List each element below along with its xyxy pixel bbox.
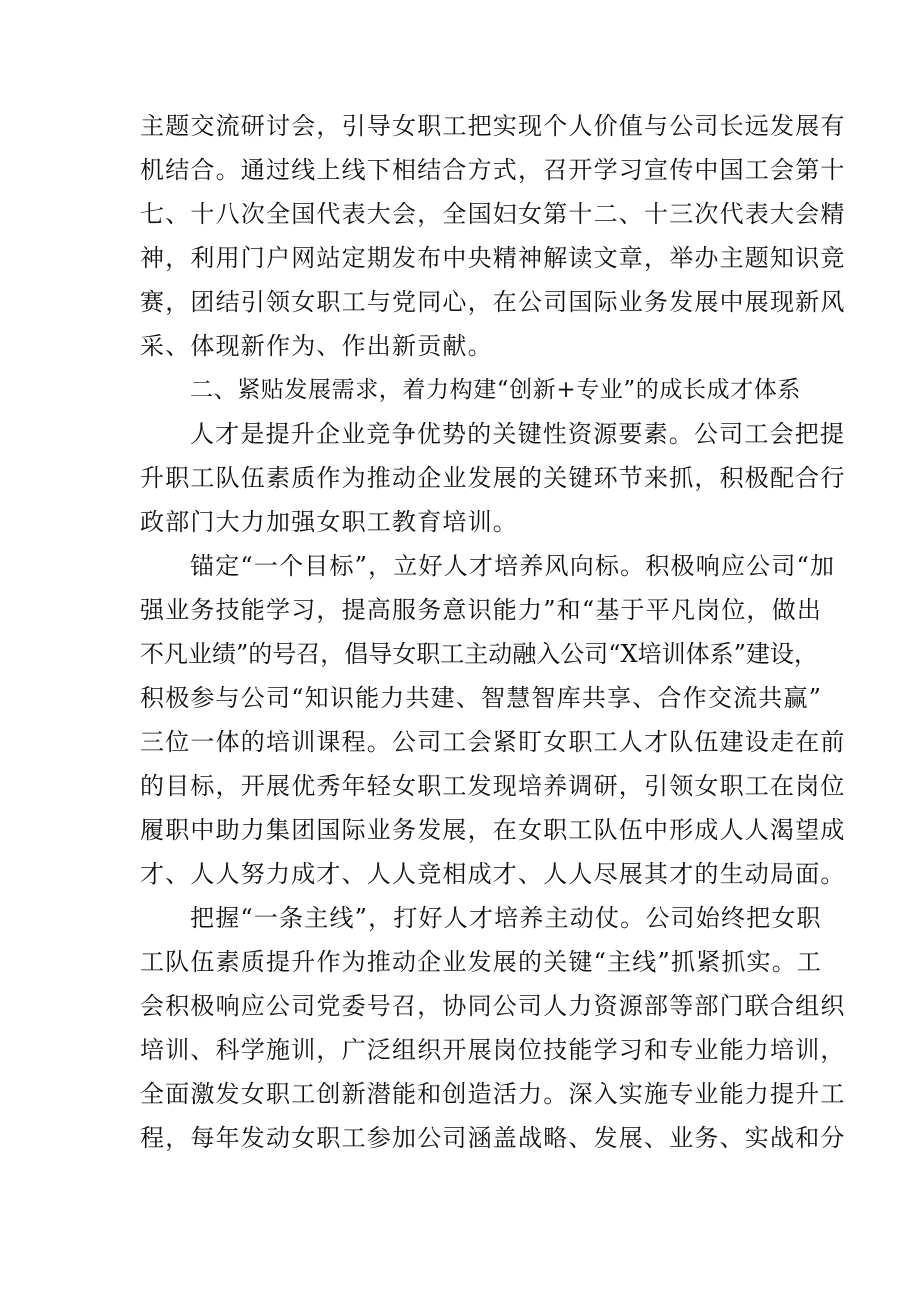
paragraph-line: 全面激发女职工创新潜能和创造活力。深入实施专业能力提升工 (140, 1080, 846, 1108)
paragraph-line: 采、体现新作为、作出新贡献。 (140, 332, 493, 360)
paragraph-line: 主题交流研讨会，引导女职工把实现个人价值与公司长远发展有 (140, 112, 846, 140)
paragraph-line: 政部门大力加强女职工教育培训。 (140, 508, 518, 536)
paragraph-line: 人才是提升企业竞争优势的关键性资源要素。公司工会把提 (190, 420, 846, 448)
paragraph-line: 强业务技能学习，提高服务意识能力”和“基于平凡岗位，做出 (140, 596, 823, 624)
paragraph-line: 不凡业绩”的号召，倡导女职工主动融入公司“X培训体系”建设， (140, 640, 818, 668)
paragraph-line: 三位一体的培训课程。公司工会紧盯女职工人才队伍建设走在前 (140, 728, 846, 756)
paragraph-line: 升职工队伍素质作为推动企业发展的关键环节来抓，积极配合行 (140, 464, 846, 492)
paragraph-line: 会积极响应公司党委号召，协同公司人力资源部等部门联合组织 (140, 992, 846, 1020)
paragraph-line: 培训、科学施训，广泛组织开展岗位技能学习和专业能力培训， (140, 1036, 846, 1064)
paragraph-line: 七、十八次全国代表大会，全国妇女第十二、十三次代表大会精 (140, 200, 846, 228)
paragraph-line: 机结合。通过线上线下相结合方式，召开学习宣传中国工会第十 (140, 156, 846, 184)
paragraph-line: 积极参与公司“知识能力共建、智慧智库共享、合作交流共赢” (140, 684, 823, 712)
section-heading: 二、紧贴发展需求，着力构建“创新+专业”的成长成才体系 (190, 377, 801, 403)
paragraph-line: 才、人人努力成才、人人竞相成才、人人尽展其才的生动局面。 (140, 860, 846, 888)
paragraph-line: 程，每年发动女职工参加公司涵盖战略、发展、业务、实战和分 (140, 1124, 846, 1152)
paragraph-line: 赛，团结引领女职工与党同心，在公司国际业务发展中展现新风 (140, 288, 846, 316)
paragraph-line: 神，利用门户网站定期发布中央精神解读文章，举办主题知识竞 (140, 244, 846, 272)
paragraph-line: 把握“一条主线”，打好人才培养主动仗。公司始终把女职 (190, 904, 822, 932)
paragraph-line: 工队伍素质提升作为推动企业发展的关键“主线”抓紧抓实。工 (140, 948, 823, 976)
paragraph-line: 的目标，开展优秀年轻女职工发现培养调研，引领女职工在岗位 (140, 772, 846, 800)
paragraph-line: 锚定“一个目标”，立好人才培养风向标。积极响应公司“加 (190, 552, 836, 580)
paragraph-line: 履职中助力集团国际业务发展，在女职工队伍中形成人人渴望成 (140, 816, 846, 844)
